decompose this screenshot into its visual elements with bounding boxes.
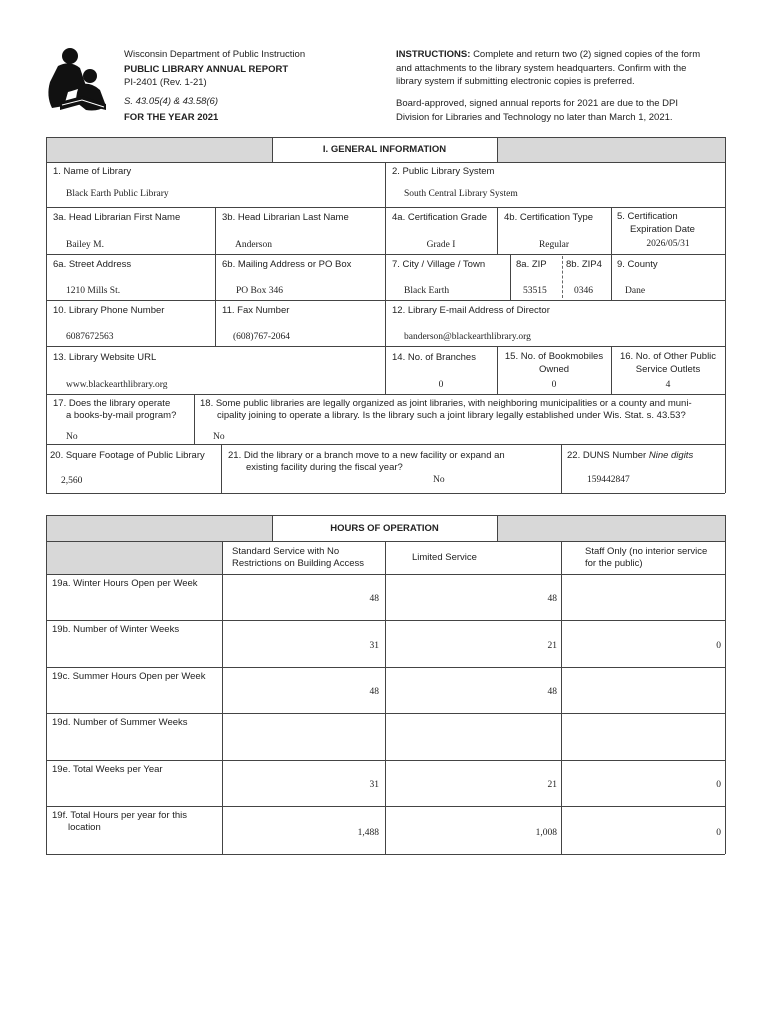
standard-service-field[interactable]: 48 [369,594,379,604]
joint-library-field[interactable]: No [213,432,225,442]
hours-row-label: 19e. Total Weeks per Year [52,764,163,775]
bookmobiles-label-2: Owned [538,364,570,375]
standard-service-field[interactable]: 31 [369,780,379,790]
facility-move-field[interactable]: No [433,475,445,485]
instructions [396,48,726,61]
county-label: 9. County [617,259,658,270]
joint-library-label-1: 18. Some public libraries are legally organized as joint libraries, with neighboring municipalities or a county and muni- [200,398,692,409]
certification-grade-field[interactable]: Grade I [426,240,456,250]
certification-expiration-label-2: Expiration Date [630,224,695,235]
street-address-field[interactable]: 1210 Mills St. [66,286,121,296]
zip-field[interactable]: 53515 [523,286,547,296]
staff-only-header-1: Staff Only (no interior service [585,546,708,557]
instructions-text-1: Complete and return two (2) signed copies of the form [473,49,701,60]
website-label: 13. Library Website URL [53,352,157,363]
square-footage-field[interactable]: 2,560 [61,476,83,486]
books-by-mail-field[interactable]: No [66,432,78,442]
librarian-last-name-field[interactable]: Anderson [235,240,272,250]
certification-type-field[interactable]: Regular [538,240,570,250]
librarian-first-name-field[interactable]: Bailey M. [66,240,104,250]
instructions-text-3: library system if submitting electronic copies is preferred. [396,76,635,87]
books-by-mail-label-2: a books-by-mail program? [66,410,177,421]
library-system-label: 2. Public Library System [392,166,495,177]
bookmobiles-label-1: 15. No. of Bookmobiles [504,351,604,362]
limited-service-field[interactable]: 21 [547,780,557,790]
hours-row-label: 19b. Number of Winter Weeks [52,624,180,635]
books-by-mail-label-1: 17. Does the library operate [53,398,171,409]
other-outlets-label-1: 16. No. of Other Public [619,351,717,362]
branches-field[interactable]: 0 [438,380,444,390]
zip4-field[interactable]: 0346 [574,286,593,296]
staff-only-field[interactable]: 0 [716,641,721,651]
standard-service-header-2: Restrictions on Building Access [232,558,365,569]
duns-label [567,450,693,462]
standard-service-header-1: Standard Service with No [232,546,340,557]
instructions-text-2: and attachments to the library system headquarters. Confirm with the [396,63,687,74]
librarian-last-name-label: 3b. Head Librarian Last Name [222,212,349,223]
certification-expiration-field[interactable]: 2026/05/31 [646,239,690,249]
bookmobiles-field[interactable]: 0 [551,380,557,390]
hours-row-label: 19f. Total Hours per year for this [52,810,187,821]
hours-row-label: 19d. Number of Summer Weeks [52,717,188,728]
duns-label-text: 22. DUNS Number [567,450,647,461]
general-information-title: I. GENERAL INFORMATION [322,144,447,155]
limited-service-field[interactable]: 48 [547,594,557,604]
certification-type-label: 4b. Certification Type [504,212,594,223]
limited-service-field[interactable]: 21 [547,641,557,651]
mailing-address-field[interactable]: PO Box 346 [236,286,283,296]
mailing-address-label: 6b. Mailing Address or PO Box [222,259,352,270]
zip4-label: 8b. ZIP4 [566,259,602,270]
fax-field[interactable]: (608)767-2064 [233,332,290,342]
agency-name: Wisconsin Department of Public Instruction [124,49,306,60]
library-name-label: 1. Name of Library [53,166,132,177]
square-footage-label: 20. Square Footage of Public Library [50,450,205,461]
staff-only-field[interactable]: 0 [716,780,721,790]
limited-service-header: Limited Service [412,552,477,563]
other-outlets-field[interactable]: 4 [665,380,671,390]
zip-label: 8a. ZIP [516,259,547,270]
director-email-field[interactable]: banderson@blackearthlibrary.org [404,332,531,342]
standard-service-field[interactable]: 1,488 [357,828,379,838]
librarian-first-name-label: 3a. Head Librarian First Name [53,212,181,223]
dpi-reading-logo [46,46,112,116]
duns-field[interactable]: 159442847 [587,475,630,485]
director-email-label: 12. Library E-mail Address of Director [392,305,550,316]
county-field[interactable]: Dane [625,286,646,296]
street-address-label: 6a. Street Address [53,259,132,270]
facility-move-label-2: existing facility during the fiscal year? [246,462,403,473]
statutes: S. 43.05(4) & 43.58(6) [124,96,218,107]
hours-row-label-2: location [68,822,101,833]
standard-service-field[interactable]: 31 [369,641,379,651]
joint-library-label-2: cipality joining to operate a library. Is the library such a joint library legally established under Wis. Stat. s. 43.53? [217,410,686,421]
library-system-field[interactable]: South Central Library System [404,189,518,199]
limited-service-field[interactable]: 1,008 [535,828,557,838]
report-title: PUBLIC LIBRARY ANNUAL REPORT [124,64,289,75]
fax-label: 11. Fax Number [222,305,290,316]
board-text-2: Division for Libraries and Technology no later than March 1, 2021. [396,112,673,123]
hours-of-operation-title: HOURS OF OPERATION [330,523,439,534]
report-year: FOR THE YEAR 2021 [124,112,219,123]
phone-field[interactable]: 6087672563 [66,332,114,342]
website-field[interactable]: www.blackearthlibrary.org [66,380,168,390]
branches-label: 14. No. of Branches [392,352,476,363]
other-outlets-label-2: Service Outlets [635,364,701,375]
city-label: 7. City / Village / Town [392,259,486,270]
standard-service-field[interactable]: 48 [369,687,379,697]
duns-label-hint: Nine digits [648,450,694,461]
hours-row-label: 19c. Summer Hours Open per Week [52,671,206,682]
instructions-heading: INSTRUCTIONS: [396,49,471,60]
city-field[interactable]: Black Earth [404,286,450,296]
staff-only-field[interactable]: 0 [716,828,721,838]
facility-move-label-1: 21. Did the library or a branch move to a new facility or expand an [228,450,505,461]
staff-only-header-2: for the public) [585,558,643,569]
board-text-1: Board-approved, signed annual reports for 2021 are due to the DPI [396,98,679,109]
form-id: PI-2401 (Rev. 1-21) [124,77,207,88]
library-name-field[interactable]: Black Earth Public Library [66,189,169,199]
certification-grade-label: 4a. Certification Grade [392,212,488,223]
certification-expiration-label-1: 5. Certification [617,211,678,222]
hours-row-label: 19a. Winter Hours Open per Week [52,578,198,589]
phone-label: 10. Library Phone Number [53,305,165,316]
limited-service-field[interactable]: 48 [547,687,557,697]
